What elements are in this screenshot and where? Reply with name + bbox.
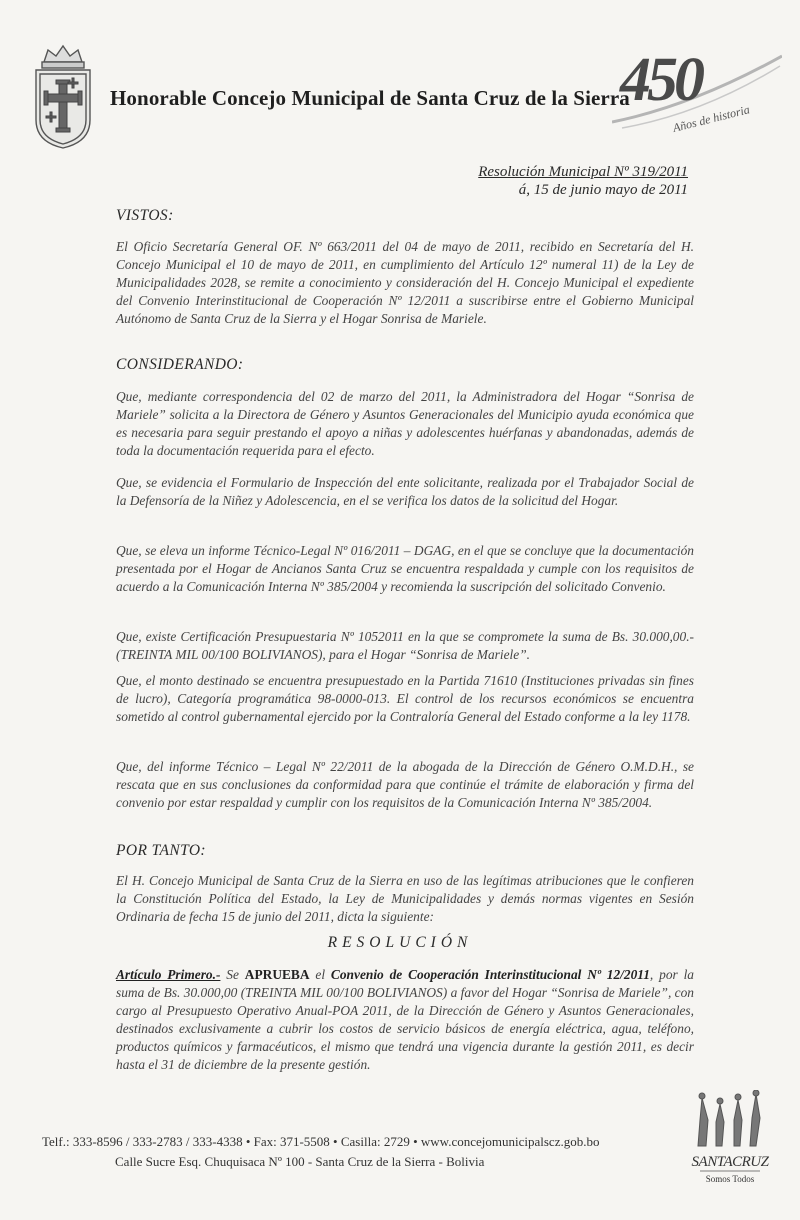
por-tanto-heading: POR TANTO: bbox=[116, 842, 206, 859]
por-tanto-text: El H. Concejo Municipal de Santa Cruz de la Sierra en uso de las legítimas atribuciones que le confieren la Constitución Política del Estado, la Ley de Municipalidades y demás normas vigentes en Sesión Ordinaria de fecha 15 de junio del 2011, dicta la siguiente: bbox=[116, 873, 694, 924]
article-mid: el bbox=[309, 967, 331, 982]
coat-of-arms-icon bbox=[30, 42, 96, 150]
anniversary-caption: Años de historia bbox=[671, 102, 752, 135]
logo-slogan: Somos Todos bbox=[705, 1174, 755, 1184]
resolution-header bbox=[478, 163, 688, 199]
resolution-date: á, 15 de junio mayo de 2011 bbox=[518, 182, 688, 198]
vistos-text: El Oficio Secretaría General OF. Nº 663/2011 del 04 de mayo de 2011, recibido en Secretaría del H. Concejo Municipal el 10 de mayo de 2011, en cumplimiento del Artículo 12º numeral 11) de la Ley de Municipalidades 2028, se remite a conocimiento y consideración del H. Concejo Municipal el expediente del Convenio Interinstitucional de Cooperación Nº 12/2011 a suscribirse entre el Gobierno Municipal Autónomo de Santa Cruz de la Sierra y el Hogar Sonrisa de Mariele. bbox=[116, 239, 694, 326]
logo-name: SANTACRUZ bbox=[691, 1154, 769, 1170]
article-label: Artículo Primero.- bbox=[116, 967, 221, 982]
article-rest: , por la suma de Bs. 30.000,00 (TREINTA MIL 00/100 BOLIVIANOS) a favor del Hogar “Sonrisa de Mariele”, con cargo al Presupuesto Operativo Anual-POA 2011, de la Dirección de Género y Asuntos Generacionales, destinados exclusivamente a cubrir los costos de servicio básicos de energía eléctrica, agua, teléfono, productos químicos y farmacéuticos, el mismo que tendrá una vigencia durante la gestión 2011, es decir hasta el 31 de diciembre de la presente gestión. bbox=[116, 967, 695, 1072]
anniversary-number: 450 bbox=[620, 46, 701, 114]
considerando-paragraph: Que, el monto destinado se encuentra presupuestado en la Partida 71610 (Instituciones privadas sin fines de lucro), Categoría programática 98-0000-013. El control de los recursos económicos se encuentra sometido al control gubernamental ejercido por la Contraloría General del Estado conforme a la ley 1178. bbox=[116, 673, 694, 724]
considerando-paragraph: Que, se eleva un informe Técnico-Legal Nº 016/2011 – DGAG, en el que se concluye que la documentación presentada por el Hogar de Ancianos Santa Cruz se encuentra respaldada y cumple con los requisitos de acuerdo a la Comunicación Interna Nº 385/2004 y recomienda la suscripción del solicitado Convenio. bbox=[116, 543, 694, 594]
santa-cruz-logo bbox=[680, 1090, 780, 1190]
resolution-number: Resolución Municipal Nº 319/2011 bbox=[478, 164, 688, 180]
vistos-heading: VISTOS: bbox=[116, 207, 174, 224]
article-lead: Se bbox=[220, 967, 245, 982]
resolution-title: RESOLUCIÓN bbox=[327, 934, 473, 951]
considerando-paragraph: Que, existe Certificación Presupuestaria Nº 1052011 en la que se compromete la suma de Bs. 30.000,00.- (TREINTA MIL 00/100 BOLIVIANOS), para el Hogar “Sonrisa de Mariele”. bbox=[116, 629, 694, 662]
council-title: Honorable Concejo Municipal de Santa Cruz de la Sierra bbox=[110, 86, 630, 110]
considerando-paragraph: Que, se evidencia el Formulario de Inspección del ente solicitante, realizada por el Trabajador Social de la Defensoría de la Niñez y Adolescencia, en el se verifica los datos de la solicitud del Hogar. bbox=[116, 475, 694, 508]
footer-address: Calle Sucre Esq. Chuquisaca Nº 100 - Santa Cruz de la Sierra - Bolivia bbox=[115, 1154, 485, 1169]
article-first bbox=[116, 966, 694, 1074]
anniversary-logo bbox=[612, 36, 782, 140]
footer-contact: Telf.: 333-8596 / 333-2783 / 333-4338 • Fax: 371-5508 • Casilla: 2729 • www.concejomunicipalscz.gob.bo bbox=[42, 1134, 600, 1149]
convenio-name: Convenio de Cooperación Interinstitucional Nº 12/2011 bbox=[330, 967, 650, 982]
considerando-paragraph: Que, mediante correspondencia del 02 de marzo del 2011, la Administradora del Hogar “Sonrisa de Mariele” solicita a la Directora de Género y Asuntos Generacionales del Municipio ayuda económica que es necesaria para seguir prestando el apoyo a niñas y adolescentes huérfanas y abandonadas, además de toda la documentación requerida para el efecto. bbox=[116, 389, 694, 458]
considerando-paragraph: Que, del informe Técnico – Legal Nº 22/2011 de la abogada de la Dirección de Género O.M.D.H., se rescata que en sus conclusiones da conformidad para que continúe el trámite de elaboración y firma del convenio por estar respaldad y cumplir con los requisitos de la Comunicación Interna Nº 385/2004. bbox=[116, 759, 694, 810]
aprueba-text: APRUEBA bbox=[244, 967, 310, 982]
considerando-heading: CONSIDERANDO: bbox=[116, 356, 244, 373]
